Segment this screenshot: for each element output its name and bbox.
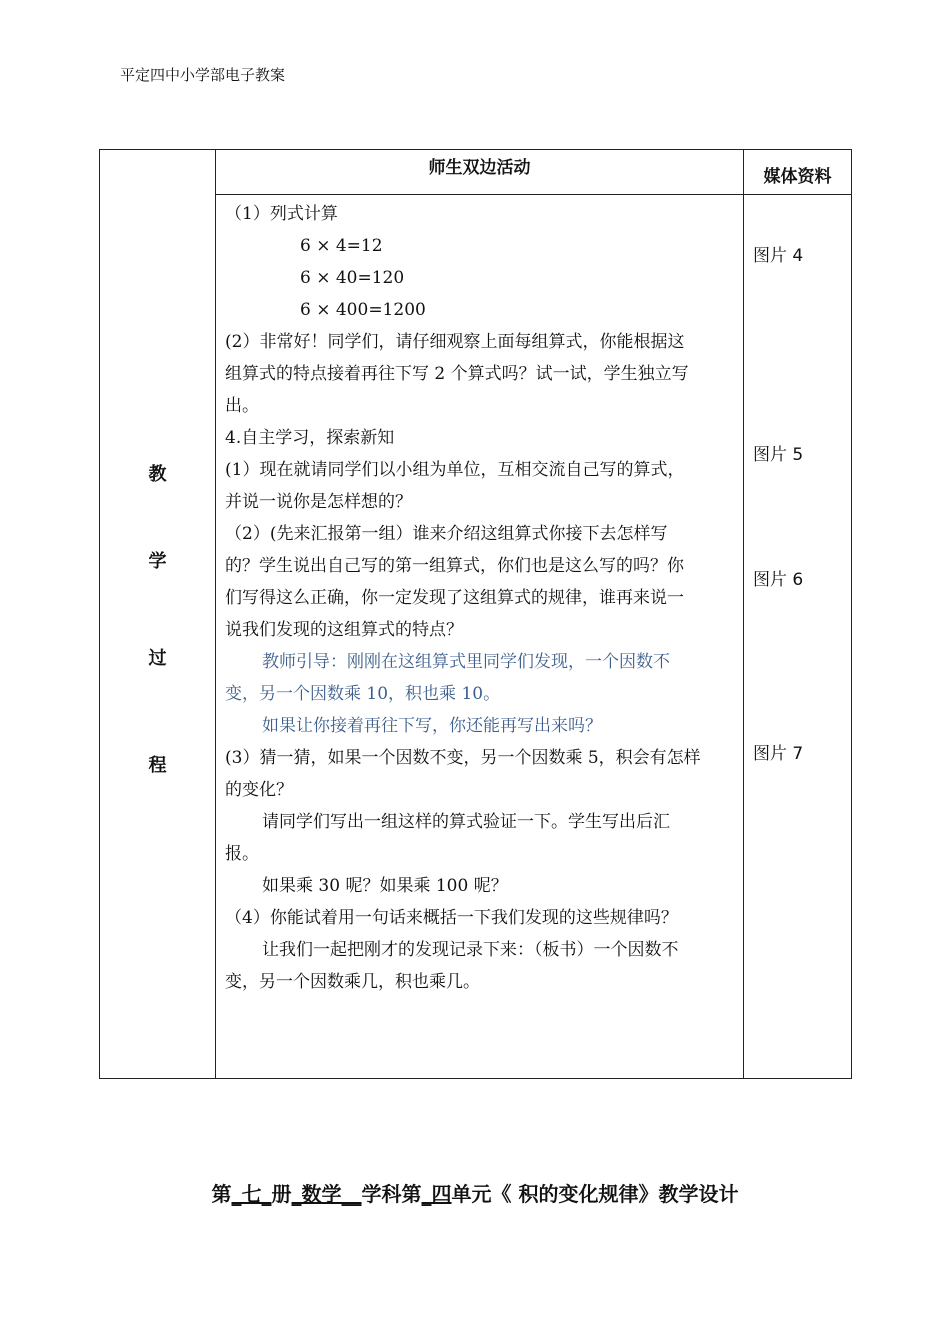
content-line: 们写得这么正确，你一定发现了这组算式的规律，谁再来说一 — [225, 588, 684, 608]
page-header: 平定四中小学部电子教案 — [120, 66, 286, 84]
equation-line: 6 × 4=12 — [300, 236, 383, 256]
content-line: (2）非常好！同学们，请仔细观察上面每组算式，你能根据这 — [225, 332, 685, 352]
teacher-guide-line: 教师引导：刚刚在这组算式里同学们发现，一个因数不 — [262, 652, 670, 672]
side-char: 过 — [148, 648, 167, 669]
equation-line: 6 × 400=1200 — [300, 300, 426, 320]
content-line: 并说一说你是怎样想的？ — [225, 492, 412, 512]
media-header-cell — [744, 150, 852, 195]
content-line: 组算式的特点接着再往下写 2 个算式吗？试一试，学生独立写 — [225, 364, 689, 384]
content-line: （4）你能试着用一句话来概括一下我们发现的这些规律吗？ — [225, 908, 678, 928]
content-line: 出。 — [225, 396, 259, 416]
equation-line: 6 × 40=120 — [300, 268, 405, 288]
side-char: 学 — [148, 551, 167, 572]
media-content-cell — [744, 195, 852, 1079]
teacher-guide-line: 变，另一个因数乘 10，积也乘 10。 — [225, 684, 501, 704]
media-item: 图片 5 — [753, 445, 804, 465]
teacher-guide-line: 如果让你接着再往下写，你还能再写出来吗？ — [262, 716, 602, 736]
content-line: 的？学生说出自己写的第一组算式，你们也是这么写的吗？你 — [225, 556, 684, 576]
content-line: 说我们发现的这组算式的特点？ — [225, 620, 463, 640]
title-part: 册 — [271, 1182, 292, 1206]
activity-header: 师生双边活动 — [428, 158, 531, 178]
content-line: 让我们一起把刚才的发现记录下来：（板书）一个因数不 — [262, 940, 679, 960]
content-line: 变，另一个因数乘几，积也乘几。 — [225, 972, 480, 992]
lesson-table — [99, 149, 852, 1079]
lesson-title — [0, 1178, 950, 1207]
activity-header-cell — [216, 150, 744, 195]
activity-content-cell — [216, 195, 744, 1079]
media-header: 媒体资料 — [763, 167, 832, 187]
title-part: 学科第 — [361, 1182, 422, 1206]
content-line: 请同学们写出一组这样的算式验证一下。学生写出后汇 — [262, 812, 670, 832]
book-number: _七_ — [231, 1182, 272, 1206]
media-item: 图片 4 — [753, 246, 804, 266]
side-column — [100, 150, 216, 1079]
unit-number: _四 — [421, 1182, 452, 1206]
media-item: 图片 7 — [753, 744, 804, 764]
content-line: (3）猜一猜，如果一个因数不变，另一个因数乘 5，积会有怎样 — [225, 748, 701, 768]
title-part: 单元《 积的变化规律》教学设计 — [451, 1182, 739, 1206]
content-line: （2）(先来汇报第一组）谁来介绍这组算式你接下去怎样写 — [225, 524, 668, 544]
content-line: 如果乘 30 呢？如果乘 100 呢？ — [262, 876, 508, 896]
content-line: 报。 — [225, 844, 259, 864]
content-line: (1）现在就请同学们以小组为单位，互相交流自己写的算式， — [225, 460, 685, 480]
side-char: 教 — [148, 464, 167, 485]
content-line: 4.自主学习，探索新知 — [225, 428, 395, 448]
title-part: 第 — [211, 1182, 232, 1206]
content-line: 的变化？ — [225, 780, 293, 800]
content-line: （1）列式计算 — [225, 204, 338, 224]
media-item: 图片 6 — [753, 570, 804, 590]
subject: _数学__ — [291, 1182, 362, 1206]
side-char: 程 — [148, 755, 167, 776]
